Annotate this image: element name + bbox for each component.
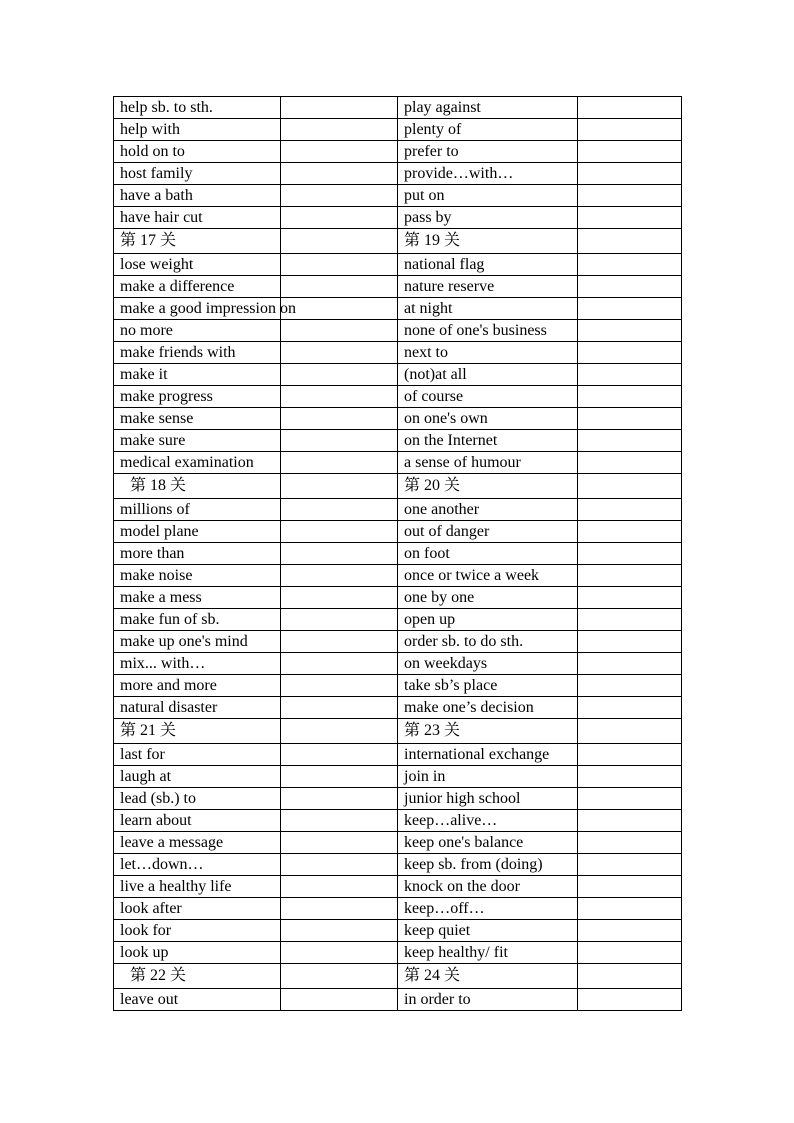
answer-cell-right <box>578 254 682 276</box>
answer-cell-right <box>578 452 682 474</box>
answer-cell-left <box>281 920 398 942</box>
phrase-left: look after <box>114 898 281 920</box>
answer-cell-left <box>281 408 398 430</box>
phrase-right: on one's own <box>398 408 578 430</box>
answer-cell-left <box>281 609 398 631</box>
table-row <box>114 832 682 854</box>
phrase-left: medical examination <box>114 452 281 474</box>
phrase-left: make up one's mind <box>114 631 281 653</box>
answer-cell-right <box>578 766 682 788</box>
answer-cell-left <box>281 141 398 163</box>
phrase-left: look up <box>114 942 281 964</box>
phrase-right: pass by <box>398 207 578 229</box>
answer-cell-right <box>578 521 682 543</box>
table-row <box>114 942 682 964</box>
table-row <box>114 989 682 1011</box>
phrase-left: more and more <box>114 675 281 697</box>
phrase-right: provide…with… <box>398 163 578 185</box>
phrase-left: make progress <box>114 386 281 408</box>
answer-cell-left <box>281 631 398 653</box>
answer-cell-right <box>578 719 682 744</box>
answer-cell-right <box>578 942 682 964</box>
phrase-right: at night <box>398 298 578 320</box>
answer-cell-left <box>281 521 398 543</box>
answer-cell-right <box>578 276 682 298</box>
table-row <box>114 342 682 364</box>
phrase-right: join in <box>398 766 578 788</box>
phrase-right: nature reserve <box>398 276 578 298</box>
phrase-left: learn about <box>114 810 281 832</box>
answer-cell-right <box>578 587 682 609</box>
table-row <box>114 298 682 320</box>
section-title-right: 第 20 关 <box>398 474 578 499</box>
table-row <box>114 788 682 810</box>
phrase-right: once or twice a week <box>398 565 578 587</box>
table-row <box>114 543 682 565</box>
phrase-right: plenty of <box>398 119 578 141</box>
answer-cell-left <box>281 430 398 452</box>
phrase-left: live a healthy life <box>114 876 281 898</box>
phrase-right: next to <box>398 342 578 364</box>
table-row <box>114 97 682 119</box>
answer-cell-left <box>281 898 398 920</box>
phrase-right: (not)at all <box>398 364 578 386</box>
answer-cell-right <box>578 141 682 163</box>
table-row <box>114 653 682 675</box>
answer-cell-right <box>578 298 682 320</box>
table-row <box>114 920 682 942</box>
answer-cell-right <box>578 207 682 229</box>
answer-cell-left <box>281 229 398 254</box>
section-header-row <box>114 964 682 989</box>
phrase-right: junior high school <box>398 788 578 810</box>
phrase-left: leave out <box>114 989 281 1011</box>
answer-cell-right <box>578 832 682 854</box>
answer-cell-left <box>281 97 398 119</box>
table-row <box>114 276 682 298</box>
answer-cell-right <box>578 543 682 565</box>
phrase-right: keep…alive… <box>398 810 578 832</box>
answer-cell-right <box>578 430 682 452</box>
phrase-left: leave a message <box>114 832 281 854</box>
table-row <box>114 364 682 386</box>
table-row <box>114 876 682 898</box>
answer-cell-right <box>578 97 682 119</box>
phrase-left: let…down… <box>114 854 281 876</box>
phrase-left: make sure <box>114 430 281 452</box>
phrase-left: last for <box>114 744 281 766</box>
phrase-right: keep healthy/ fit <box>398 942 578 964</box>
answer-cell-right <box>578 810 682 832</box>
phrase-left: have hair cut <box>114 207 281 229</box>
table-row <box>114 163 682 185</box>
section-title-left: 第 22 关 <box>114 964 281 989</box>
answer-cell-left <box>281 587 398 609</box>
answer-cell-left <box>281 185 398 207</box>
answer-cell-left <box>281 320 398 342</box>
table-row <box>114 499 682 521</box>
phrase-right: open up <box>398 609 578 631</box>
answer-cell-left <box>281 452 398 474</box>
phrase-right: keep sb. from (doing) <box>398 854 578 876</box>
answer-cell-right <box>578 499 682 521</box>
answer-cell-left <box>281 719 398 744</box>
answer-cell-right <box>578 653 682 675</box>
phrase-left: make a mess <box>114 587 281 609</box>
table-row <box>114 565 682 587</box>
phrase-right: of course <box>398 386 578 408</box>
phrase-left: host family <box>114 163 281 185</box>
answer-cell-right <box>578 697 682 719</box>
answer-cell-right <box>578 675 682 697</box>
phrase-right: in order to <box>398 989 578 1011</box>
phrase-left: make a difference <box>114 276 281 298</box>
section-header-row <box>114 474 682 499</box>
phrase-right: make one’s decision <box>398 697 578 719</box>
answer-cell-left <box>281 832 398 854</box>
table-row <box>114 185 682 207</box>
phrase-right: national flag <box>398 254 578 276</box>
answer-cell-right <box>578 185 682 207</box>
phrase-left: help sb. to sth. <box>114 97 281 119</box>
phrase-right: out of danger <box>398 521 578 543</box>
answer-cell-right <box>578 788 682 810</box>
answer-cell-right <box>578 364 682 386</box>
table-row <box>114 587 682 609</box>
section-title-left: 第 17 关 <box>114 229 281 254</box>
phrase-right: put on <box>398 185 578 207</box>
phrase-left: make noise <box>114 565 281 587</box>
table-row <box>114 744 682 766</box>
table-row <box>114 452 682 474</box>
phrase-left: have a bath <box>114 185 281 207</box>
phrase-right: one another <box>398 499 578 521</box>
table-row <box>114 386 682 408</box>
answer-cell-left <box>281 942 398 964</box>
phrase-left: model plane <box>114 521 281 543</box>
answer-cell-left <box>281 207 398 229</box>
table-row <box>114 254 682 276</box>
answer-cell-right <box>578 744 682 766</box>
answer-cell-left <box>281 876 398 898</box>
answer-cell-right <box>578 229 682 254</box>
phrase-right: on foot <box>398 543 578 565</box>
answer-cell-right <box>578 920 682 942</box>
phrase-left: natural disaster <box>114 697 281 719</box>
table-row <box>114 119 682 141</box>
phrase-right: keep one's balance <box>398 832 578 854</box>
section-header-row <box>114 719 682 744</box>
answer-cell-left <box>281 766 398 788</box>
phrase-right: order sb. to do sth. <box>398 631 578 653</box>
answer-cell-right <box>578 342 682 364</box>
phrase-right: take sb’s place <box>398 675 578 697</box>
phrase-right: international exchange <box>398 744 578 766</box>
section-title-right: 第 23 关 <box>398 719 578 744</box>
answer-cell-right <box>578 565 682 587</box>
table-row <box>114 320 682 342</box>
table-row <box>114 141 682 163</box>
table-row <box>114 207 682 229</box>
answer-cell-right <box>578 474 682 499</box>
answer-cell-right <box>578 386 682 408</box>
table-row <box>114 675 682 697</box>
answer-cell-right <box>578 876 682 898</box>
phrase-left: lead (sb.) to <box>114 788 281 810</box>
answer-cell-left <box>281 298 398 320</box>
phrase-left: make sense <box>114 408 281 430</box>
answer-cell-left <box>281 653 398 675</box>
phrase-left: look for <box>114 920 281 942</box>
answer-cell-left <box>281 543 398 565</box>
vocabulary-table <box>113 96 682 1011</box>
phrase-left: make a good impression on <box>114 298 281 320</box>
answer-cell-left <box>281 342 398 364</box>
answer-cell-left <box>281 364 398 386</box>
answer-cell-left <box>281 474 398 499</box>
phrase-right: a sense of humour <box>398 452 578 474</box>
table-row <box>114 631 682 653</box>
answer-cell-left <box>281 163 398 185</box>
answer-cell-left <box>281 697 398 719</box>
answer-cell-right <box>578 163 682 185</box>
answer-cell-right <box>578 854 682 876</box>
phrase-left: mix... with… <box>114 653 281 675</box>
phrase-left: make it <box>114 364 281 386</box>
table-row <box>114 609 682 631</box>
answer-cell-left <box>281 788 398 810</box>
answer-cell-left <box>281 744 398 766</box>
answer-cell-left <box>281 276 398 298</box>
table-row <box>114 430 682 452</box>
phrase-right: one by one <box>398 587 578 609</box>
phrase-right: none of one's business <box>398 320 578 342</box>
phrase-right: on weekdays <box>398 653 578 675</box>
answer-cell-left <box>281 964 398 989</box>
phrase-left: millions of <box>114 499 281 521</box>
answer-cell-right <box>578 408 682 430</box>
phrase-left: no more <box>114 320 281 342</box>
section-title-left: 第 18 关 <box>114 474 281 499</box>
phrase-left: more than <box>114 543 281 565</box>
phrase-left: laugh at <box>114 766 281 788</box>
answer-cell-left <box>281 854 398 876</box>
answer-cell-right <box>578 989 682 1011</box>
phrase-left: help with <box>114 119 281 141</box>
answer-cell-left <box>281 675 398 697</box>
phrase-right: on the Internet <box>398 430 578 452</box>
answer-cell-left <box>281 989 398 1011</box>
answer-cell-right <box>578 631 682 653</box>
answer-cell-left <box>281 565 398 587</box>
phrase-right: keep…off… <box>398 898 578 920</box>
answer-cell-left <box>281 386 398 408</box>
answer-cell-right <box>578 964 682 989</box>
table-row <box>114 521 682 543</box>
phrase-left: make friends with <box>114 342 281 364</box>
section-title-right: 第 24 关 <box>398 964 578 989</box>
answer-cell-left <box>281 254 398 276</box>
table-row <box>114 408 682 430</box>
table-row <box>114 697 682 719</box>
section-title-left: 第 21 关 <box>114 719 281 744</box>
phrase-left: lose weight <box>114 254 281 276</box>
answer-cell-right <box>578 898 682 920</box>
section-header-row <box>114 229 682 254</box>
answer-cell-right <box>578 119 682 141</box>
answer-cell-left <box>281 119 398 141</box>
answer-cell-right <box>578 609 682 631</box>
phrase-right: knock on the door <box>398 876 578 898</box>
table-row <box>114 854 682 876</box>
section-title-right: 第 19 关 <box>398 229 578 254</box>
answer-cell-left <box>281 499 398 521</box>
phrase-right: play against <box>398 97 578 119</box>
table-row <box>114 766 682 788</box>
table-row <box>114 810 682 832</box>
phrase-right: keep quiet <box>398 920 578 942</box>
answer-cell-left <box>281 810 398 832</box>
answer-cell-right <box>578 320 682 342</box>
phrase-left: hold on to <box>114 141 281 163</box>
phrase-left: make fun of sb. <box>114 609 281 631</box>
phrase-right: prefer to <box>398 141 578 163</box>
table-row <box>114 898 682 920</box>
